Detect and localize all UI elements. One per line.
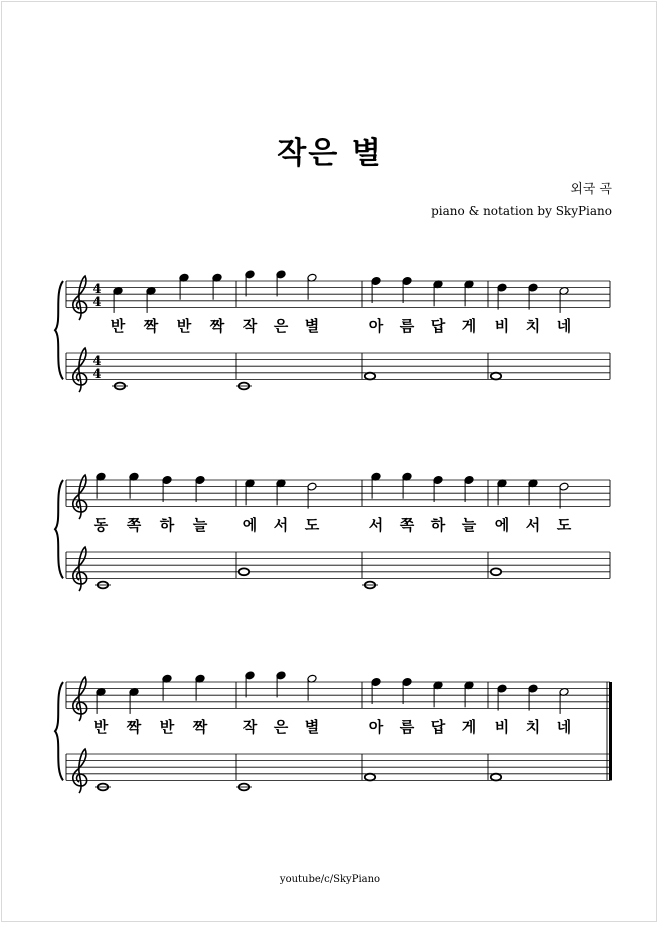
lyric-syllable: 네 — [556, 718, 572, 736]
lyric-syllable: 치 — [525, 317, 541, 335]
brace — [55, 682, 63, 780]
lyric-syllable: 름 — [399, 317, 415, 335]
whole-note — [365, 373, 375, 380]
time-signature-unit: 4 — [92, 295, 102, 310]
lyric-syllable: 답 — [430, 317, 446, 335]
lyric-syllable: 도 — [304, 516, 320, 534]
lyric-syllable: 별 — [304, 718, 320, 736]
treble-clef-icon — [73, 475, 87, 519]
lyric-syllable: 작 — [242, 718, 258, 736]
treble-clef-icon — [73, 348, 87, 392]
lyric-syllable: 짝 — [192, 718, 208, 736]
brace — [55, 480, 63, 578]
lyric-syllable: 게 — [461, 317, 477, 335]
lyric-syllable: 쪽 — [399, 516, 415, 534]
time-signature-beats: 4 — [92, 282, 102, 297]
lyric-syllable: 늘 — [461, 516, 477, 534]
final-bar-thick — [609, 682, 612, 780]
lyric-syllable: 비 — [494, 718, 510, 736]
treble-clef-icon — [73, 276, 87, 320]
treble-clef-icon — [73, 547, 87, 591]
whole-note — [365, 774, 375, 781]
lyric-syllable: 반 — [159, 718, 175, 736]
composer-credit: 외국 곡 — [570, 182, 612, 197]
time-signature-beats: 4 — [92, 354, 102, 369]
lyric-syllable: 반 — [110, 317, 126, 335]
lyric-syllable: 서 — [368, 516, 384, 534]
whole-note — [491, 373, 501, 380]
whole-note — [239, 568, 249, 575]
lyric-syllable: 하 — [430, 516, 446, 534]
lyric-syllable: 치 — [525, 718, 541, 736]
brace — [55, 281, 63, 379]
whole-note — [491, 568, 501, 575]
footer-url: youtube/c/SkyPiano — [279, 874, 381, 885]
lyric-syllable: 아 — [368, 317, 384, 335]
lyric-syllable: 하 — [159, 516, 175, 534]
lyric-syllable: 쪽 — [126, 516, 142, 534]
lyric-syllable: 게 — [461, 718, 477, 736]
whole-note — [491, 774, 501, 781]
lyric-syllable: 도 — [556, 516, 572, 534]
lyric-syllable: 반 — [93, 718, 109, 736]
lyric-syllable: 동 — [93, 516, 109, 534]
time-signature-unit: 4 — [92, 367, 102, 382]
lyric-syllable: 네 — [556, 317, 572, 335]
treble-clef-icon — [73, 677, 87, 721]
treble-clef-icon — [73, 749, 87, 793]
lyric-syllable: 아 — [368, 718, 384, 736]
arranger-credit: piano & notation by SkyPiano — [431, 204, 612, 218]
lyric-syllable: 에 — [494, 516, 510, 534]
lyric-syllable: 작 — [242, 317, 258, 335]
lyric-syllable: 에 — [242, 516, 258, 534]
lyric-syllable: 짝 — [126, 718, 142, 736]
lyric-syllable: 은 — [273, 317, 289, 335]
lyric-syllable: 짝 — [143, 317, 159, 335]
song-title: 작은 별 — [277, 136, 383, 171]
lyric-syllable: 별 — [304, 317, 320, 335]
lyric-syllable: 답 — [430, 718, 446, 736]
lyric-syllable: 서 — [273, 516, 289, 534]
lyric-syllable: 반 — [176, 317, 192, 335]
lyric-syllable: 서 — [525, 516, 541, 534]
lyric-syllable: 름 — [399, 718, 415, 736]
lyric-syllable: 짝 — [209, 317, 225, 335]
lyric-syllable: 은 — [273, 718, 289, 736]
lyric-syllable: 비 — [494, 317, 510, 335]
lyric-syllable: 늘 — [192, 516, 208, 534]
